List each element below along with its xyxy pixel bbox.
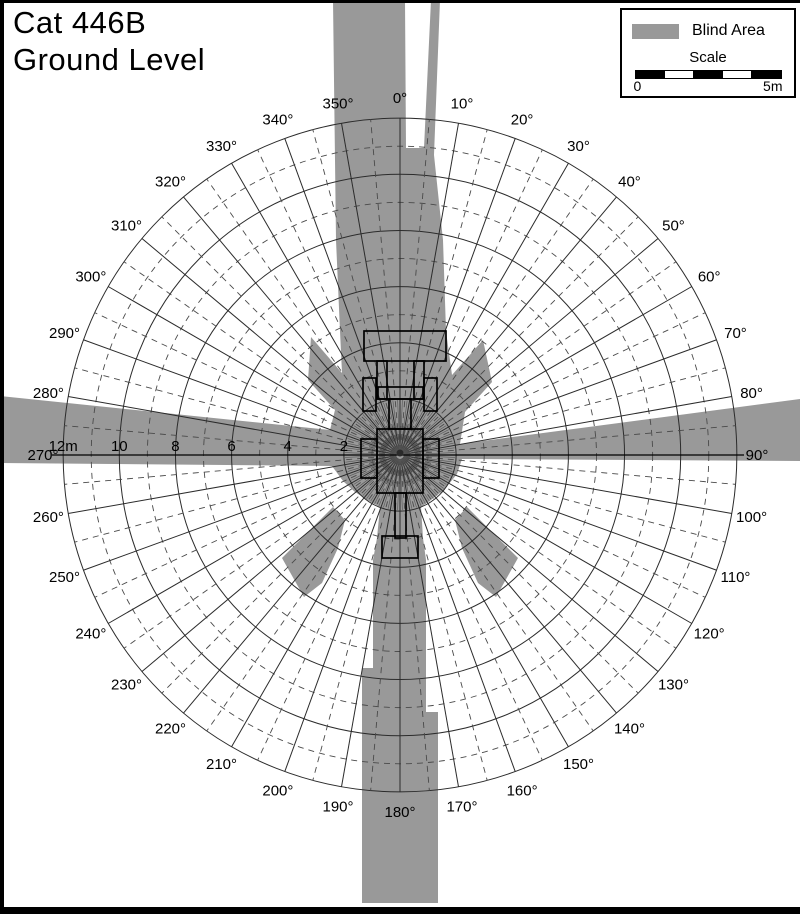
frame-border-bottom <box>0 907 800 914</box>
radial-line <box>108 457 396 624</box>
degree-label: 70° <box>724 324 747 342</box>
degree-label: 140° <box>613 720 645 738</box>
radial-line <box>403 458 638 693</box>
radial-line <box>403 458 658 672</box>
degree-label: 260° <box>32 508 64 526</box>
degree-label: 180° <box>384 804 416 821</box>
distance-label: 12m <box>48 438 78 455</box>
legend-blind-area-row <box>632 22 784 40</box>
title-machine: Cat 446B <box>13 5 147 40</box>
degree-label: 280° <box>32 385 64 403</box>
scale-bar <box>635 70 782 79</box>
degree-label: 330° <box>205 137 238 155</box>
degree-label: 310° <box>111 217 143 235</box>
scale-end-labels <box>634 79 783 94</box>
degree-label: 120° <box>693 625 725 643</box>
page-title <box>13 4 205 78</box>
degree-label: 10° <box>450 95 474 113</box>
distance-label: 4 <box>283 438 292 455</box>
scale-max-label: 5m <box>763 78 783 94</box>
radial-line <box>402 458 569 746</box>
scale-segment <box>752 71 780 78</box>
degree-label: 270° <box>27 447 59 464</box>
degree-label: 150° <box>562 756 595 774</box>
scale-segment <box>636 71 664 78</box>
frame-border-top <box>0 0 800 3</box>
radial-line <box>403 457 691 624</box>
distance-label: 6 <box>227 438 236 455</box>
degree-label: 340° <box>262 111 294 129</box>
degree-label: 170° <box>446 798 478 816</box>
degree-label: 110° <box>720 569 751 587</box>
distance-label: 2 <box>339 438 349 455</box>
degree-label: 210° <box>205 756 238 774</box>
degree-label: 230° <box>111 676 143 694</box>
title-level: Ground Level <box>13 42 206 77</box>
distance-label: 10 <box>110 438 128 455</box>
radial-line <box>162 458 397 693</box>
radial-line <box>403 458 617 713</box>
operator-eye-point <box>397 450 404 457</box>
frame-border-left <box>0 0 4 914</box>
degree-label: 300° <box>75 268 107 286</box>
radial-line <box>142 458 397 672</box>
blind-area-label: Blind Area <box>692 22 765 39</box>
degree-label: 20° <box>510 111 534 129</box>
degree-label: 130° <box>657 676 689 694</box>
degree-label: 350° <box>322 95 354 113</box>
scale-segment <box>664 71 694 78</box>
scale-segment <box>694 71 722 78</box>
degree-label: 50° <box>662 217 685 235</box>
radial-line <box>83 456 396 570</box>
degree-label: 30° <box>567 137 590 155</box>
radial-line <box>404 456 717 570</box>
scale-segment <box>722 71 752 78</box>
degree-label: 320° <box>155 173 187 191</box>
degree-label: 90° <box>745 447 769 464</box>
degree-label: 160° <box>506 782 538 800</box>
degree-label: 40° <box>618 173 641 191</box>
degree-label: 250° <box>49 569 81 587</box>
degree-label: 220° <box>155 720 187 738</box>
scale-label: Scale <box>689 49 727 66</box>
degree-label: 190° <box>322 798 354 816</box>
degree-label: 200° <box>262 782 294 800</box>
degree-label: 80° <box>740 385 763 403</box>
blind-area-swatch <box>632 24 679 39</box>
degree-label: 60° <box>697 268 721 286</box>
degree-label: 0° <box>392 90 408 107</box>
degree-label: 240° <box>75 625 107 643</box>
legend-box <box>620 8 796 98</box>
degree-label: 290° <box>49 324 81 342</box>
distance-label: 8 <box>171 438 180 455</box>
degree-label: 100° <box>736 508 768 526</box>
scale-zero-label: 0 <box>633 78 642 94</box>
